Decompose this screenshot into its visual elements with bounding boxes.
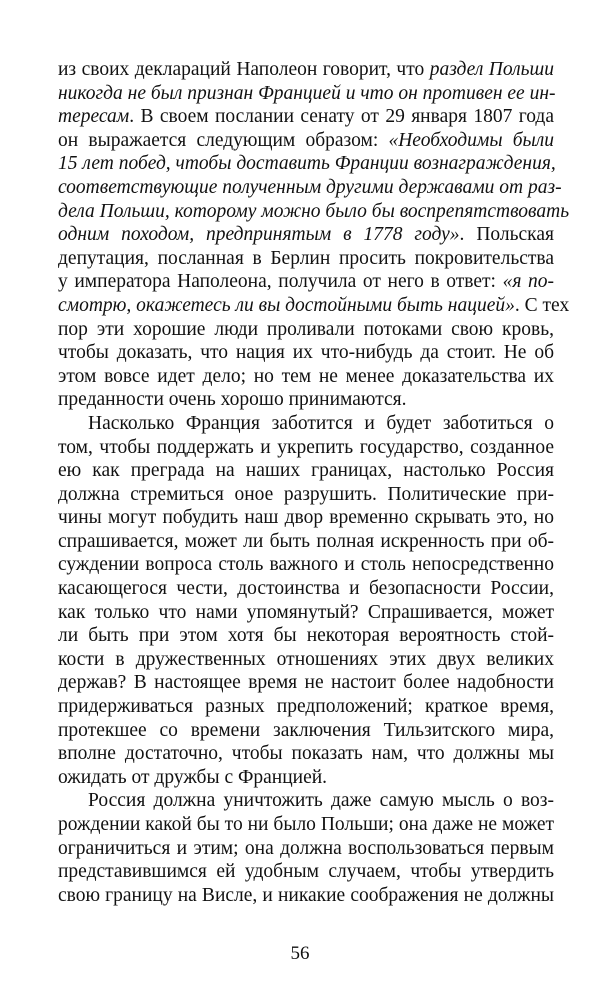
text-line <box>58 719 554 743</box>
text: держав? В настоящее время не настоит более надобности <box>58 672 554 694</box>
italic-text: «я по- <box>502 271 555 293</box>
italic-text: раздел Польши <box>429 59 554 80</box>
text: ли быть при этом хотя бы некоторая вероятность стой- <box>58 625 554 647</box>
text: как только что нами упомянутый? Спрашивается, может <box>58 601 554 623</box>
text: представившимся ей удобным случаем, чтобы утвердить <box>58 861 554 883</box>
text-line <box>58 294 570 318</box>
text: ограничиться и этим; она должна воспользоваться первым <box>58 837 554 859</box>
text: преданности очень хорошо принимаются. <box>58 389 407 411</box>
text-line <box>58 200 570 224</box>
text-line <box>58 789 554 813</box>
text-line <box>58 341 554 365</box>
text-line <box>58 58 554 82</box>
text: депутация, посланная в Берлин просить покровительства <box>58 247 554 269</box>
body-text <box>58 58 570 907</box>
text-line <box>58 766 554 790</box>
text-line <box>58 459 554 483</box>
text: суждении вопроса столь важного и столь непосредственно <box>58 554 554 576</box>
text: ожидать от дружбы с Францией. <box>58 766 328 788</box>
text-line <box>58 577 554 601</box>
text-line <box>58 837 554 861</box>
text: кости в дружественных отношениях этих двух великих <box>58 648 554 670</box>
italic-text: одним походом, предпринятым в 1778 году» <box>58 224 460 246</box>
text-line <box>58 223 554 247</box>
text: чтобы доказать, что нация их что-нибудь да стоит. Не об <box>58 342 554 364</box>
text-line <box>58 365 554 389</box>
text: вполне достаточно, чтобы показать нам, что должны мы <box>58 743 554 765</box>
text: . С тех <box>514 294 570 316</box>
text-line <box>58 270 554 294</box>
text: Насколько Франция заботится и будет заботиться о <box>88 412 554 434</box>
text: Россия должна уничтожить даже самую мысль о воз- <box>88 790 554 812</box>
text-line <box>58 436 554 460</box>
text-line <box>58 813 554 837</box>
text-line <box>58 530 554 554</box>
text-line <box>58 742 554 766</box>
text: рождении какой бы то ни было Польши; она даже не может <box>58 814 554 835</box>
text-line <box>58 695 554 719</box>
text: должна стремиться оное разрушить. Политические при- <box>58 483 554 505</box>
text: . В своем послании сенату от 29 января 1807 года <box>129 106 554 128</box>
italic-text: соответствующие полученным другими державами от раз- <box>58 176 562 198</box>
page-number: 56 <box>290 943 310 964</box>
text-line <box>58 412 554 436</box>
italic-text: 15 лет побед, чтобы доставить Франции вознаграждения, <box>58 153 556 175</box>
text-line <box>58 506 554 530</box>
text-line <box>58 553 554 577</box>
text: касающегося чести, достоинства и безопасности России, <box>58 578 554 600</box>
text-line <box>58 82 554 106</box>
text-line <box>58 860 554 884</box>
text: он выражается следующим образом: <box>58 129 389 151</box>
text: у императора Наполеона, получила от него в ответ: <box>58 271 503 293</box>
text: придерживаться разных предположений; краткое время, <box>58 696 554 718</box>
text: из своих деклараций Наполеон говорит, что <box>58 59 430 80</box>
italic-text: смотрю, окажетесь ли вы достойными быть нацией» <box>58 294 515 316</box>
text: протекшее со времени заключения Тильзитского мира, <box>58 719 554 741</box>
text: том, чтобы поддержать и укрепить государство, созданное <box>58 436 554 458</box>
text-line <box>58 318 554 342</box>
italic-text: никогда не был признан Францией и что он противен ее ин- <box>58 82 556 104</box>
text: этом вовсе идет дело; но тем не менее доказательства их <box>58 365 554 387</box>
text-line <box>58 247 554 271</box>
text-line <box>58 176 562 200</box>
text: чины могут побудить наш двор временно скрывать это, но <box>58 507 554 529</box>
text-line <box>58 648 554 672</box>
text: . Польская <box>459 224 554 246</box>
text-line <box>58 152 554 176</box>
text-line <box>58 601 554 625</box>
italic-text: тересам <box>58 106 130 128</box>
text: спрашивается, может ли быть полная искренность при об- <box>58 530 554 552</box>
text-line <box>58 105 554 129</box>
italic-text: «Необходимы были <box>388 129 554 151</box>
italic-text: дела Польши, которому можно было бы воспрепятствовать <box>58 200 570 222</box>
text-line <box>58 129 554 153</box>
text: пор эти хорошие люди проливали потоками свою кровь, <box>58 318 554 340</box>
text: свою границу на Висле, и никакие соображения не должны <box>58 884 554 906</box>
text-line <box>58 624 554 648</box>
text-line <box>58 388 554 412</box>
text-line <box>58 884 554 908</box>
text: ею как преграда на наших границах, настолько Россия <box>58 460 554 482</box>
text-line <box>58 483 554 507</box>
text-line <box>58 671 554 695</box>
